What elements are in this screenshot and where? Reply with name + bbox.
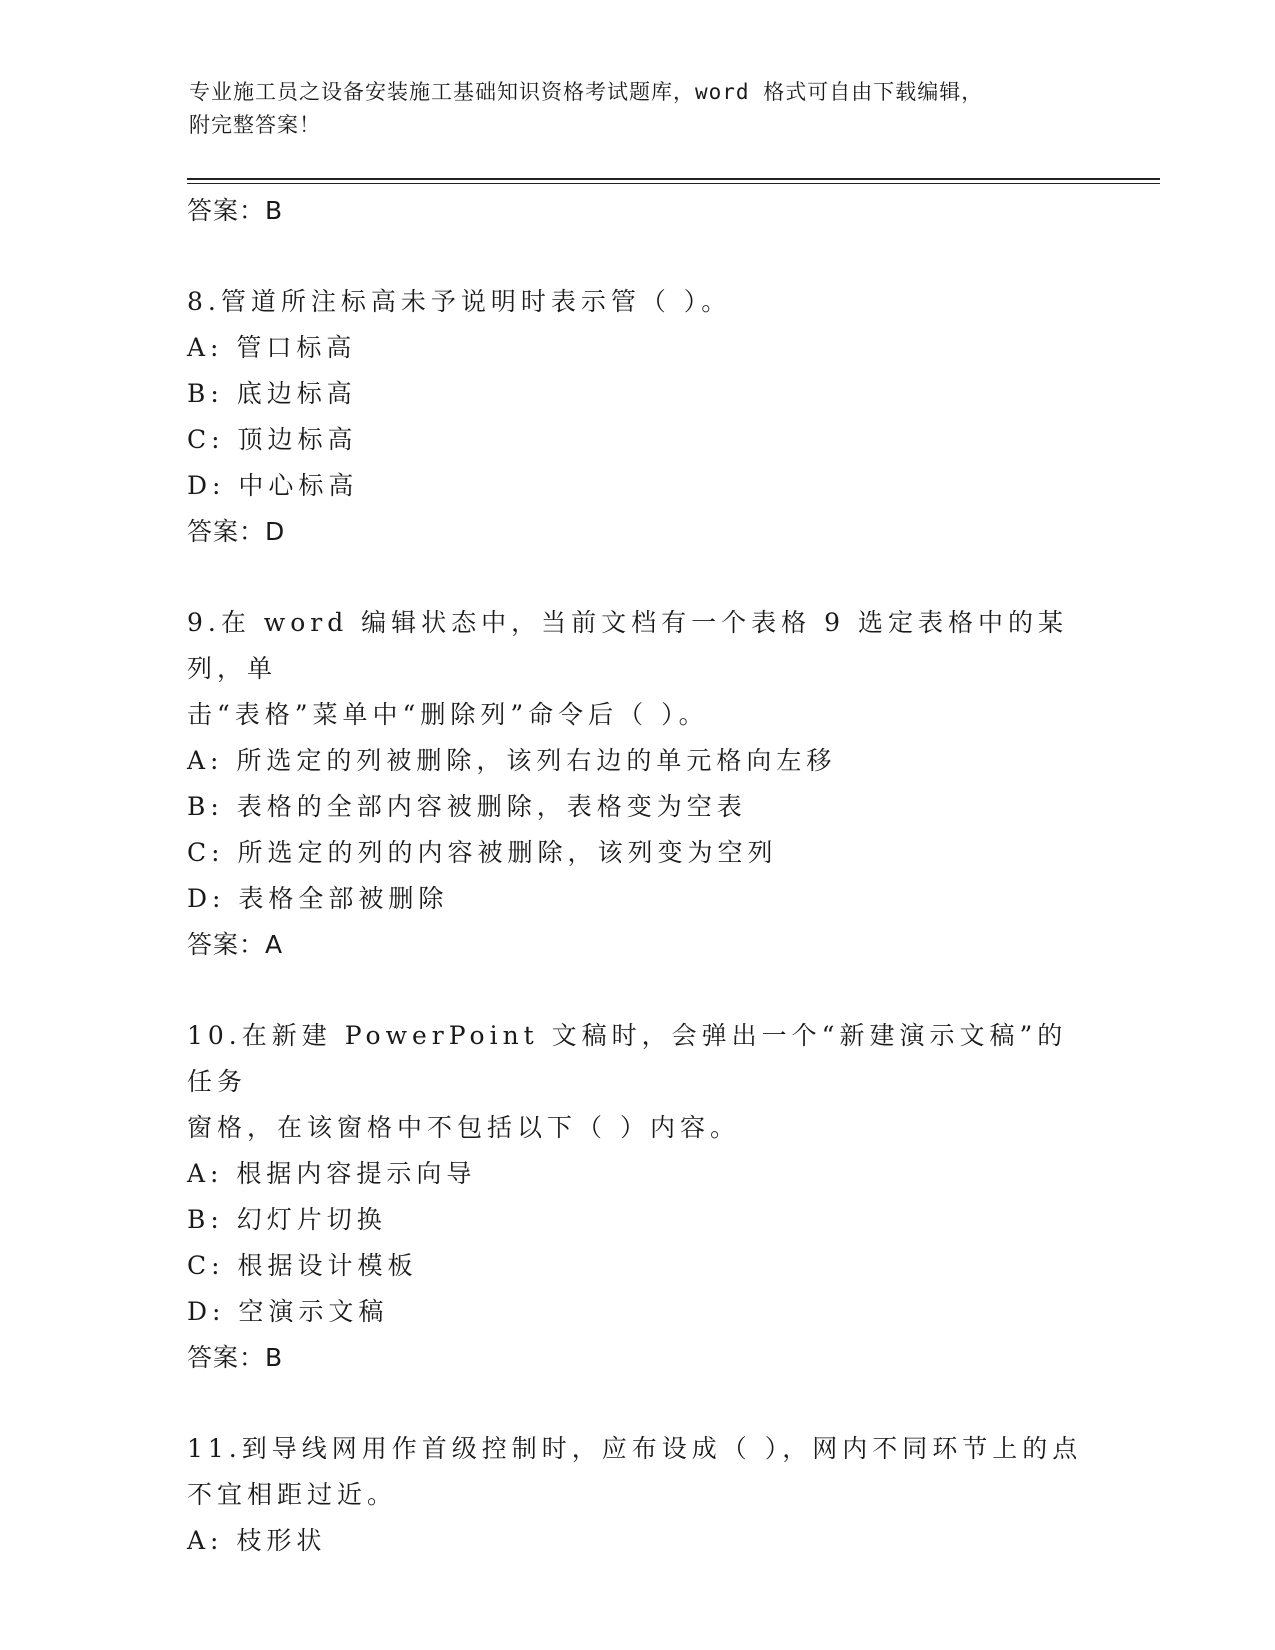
header-rule-thick: [187, 178, 1160, 180]
option-c: C: 所选定的列的内容被删除，该列变为空列: [187, 838, 778, 867]
option-a: A: 根据内容提示向导: [187, 1159, 477, 1188]
option-b: B: 幻灯片切换: [187, 1205, 387, 1234]
option-c: C: 根据设计模板: [187, 1251, 418, 1280]
question-10: [187, 1013, 1087, 1381]
answer: 答案：A: [187, 930, 284, 959]
header-line-2: 附完整答案！: [189, 113, 321, 137]
spacer: [187, 555, 1087, 600]
question-stem-line-1: 9.在 word 编辑状态中，当前文档有一个表格 9 选定表格中的某列，单: [187, 608, 1068, 683]
option-a: A: 枝形状: [187, 1526, 327, 1555]
document-header: [189, 76, 1069, 142]
question-stem: 8.管道所注标高未予说明时表示管（ ）。: [187, 287, 732, 316]
question-stem-line-2: 窗格，在该窗格中不包括以下（ ）内容。: [187, 1113, 740, 1142]
header-rule-thin: [187, 183, 1160, 184]
spacer: [187, 968, 1087, 1013]
spacer: [187, 234, 1087, 279]
question-stem-line-2: 不宜相距过近。: [187, 1480, 398, 1509]
option-c: C: 顶边标高: [187, 425, 358, 454]
header-line-1: 专业施工员之设备安装施工基础知识资格考试题库，word 格式可自由下载编辑，: [189, 80, 984, 104]
option-a: A: 所选定的列被删除，该列右边的单元格向左移: [187, 746, 837, 775]
question-stem-line-2: 击“表格”菜单中“删除列”命令后（ ）。: [187, 700, 709, 729]
option-d: D: 中心标高: [187, 471, 359, 500]
option-b: B: 底边标高: [187, 379, 357, 408]
answer: 答案：B: [187, 1343, 284, 1372]
question-stem-line-1: 11.到导线网用作首级控制时，应布设成（ ），网内不同环节上的点: [187, 1434, 1083, 1463]
question-stem-line-1: 10.在新建 PowerPoint 文稿时，会弹出一个“新建演示文稿”的任务: [187, 1021, 1068, 1096]
option-b: B: 表格的全部内容被删除，表格变为空表: [187, 792, 747, 821]
question-list: [187, 188, 1087, 1564]
previous-answer: 答案：B: [187, 196, 284, 225]
question-8: [187, 279, 1087, 555]
spacer: [187, 1381, 1087, 1426]
option-a: A: 管口标高: [187, 333, 357, 362]
option-d: D: 空演示文稿: [187, 1297, 389, 1326]
answer: 答案：D: [187, 517, 286, 546]
option-d: D: 表格全部被删除: [187, 884, 449, 913]
question-9: [187, 600, 1087, 968]
question-11: [187, 1426, 1087, 1564]
